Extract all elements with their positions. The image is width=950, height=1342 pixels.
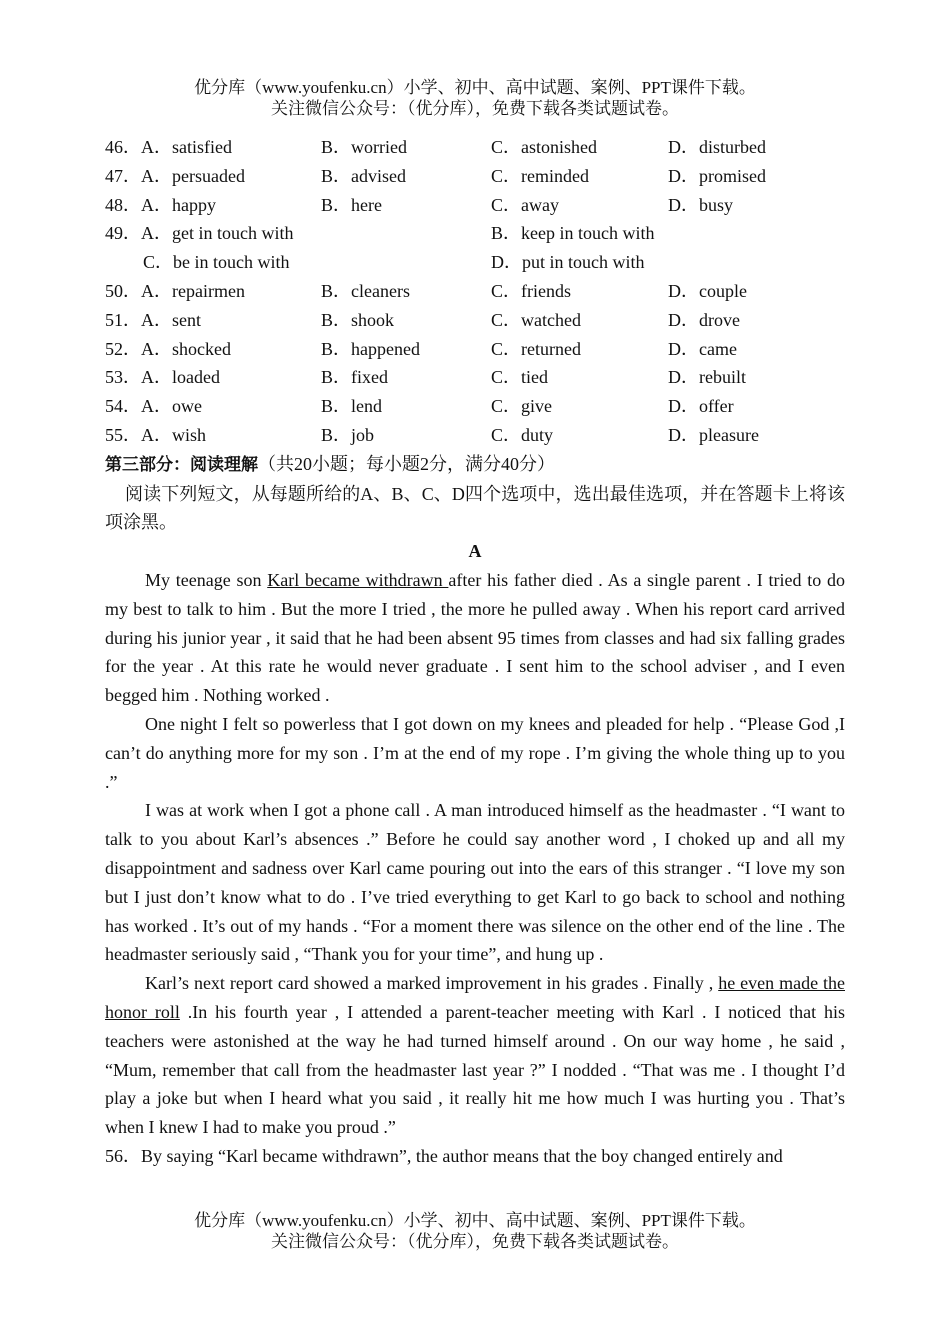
option-b: B．happened xyxy=(321,338,420,359)
option-d: D．busy xyxy=(668,194,734,215)
question-row-54 xyxy=(105,392,845,421)
question-row-49-continued xyxy=(105,248,845,277)
option-b: B．fixed xyxy=(321,367,388,388)
option-b: B．here xyxy=(321,194,382,215)
option-b: B．advised xyxy=(321,165,406,186)
option-c: C．friends xyxy=(491,280,571,301)
document-body xyxy=(105,133,845,1171)
option-b: B．worried xyxy=(321,137,407,157)
question-row-52 xyxy=(105,335,845,364)
passage-paragraph-2: One night I felt so powerless that I got down on my knees and pleaded for help . “Please God ,I can’t do anything more for my son . I’m at the end of my rope . I’m giving the whole thing up to you .” xyxy=(105,713,845,792)
option-b: B．shook xyxy=(321,309,395,330)
option-b: B．lend xyxy=(321,396,382,417)
option-c: C．watched xyxy=(491,309,581,330)
passage-paragraph-1: My teenage son Karl became withdrawn after his father died . As a single parent . I tried to do my best to talk to him . But the more I tried , the more he pulled away . When his report card arrived during his junior year , it said that he had been absent 95 times from classes and had six falling grades for the year . At this rate he would never graduate . I sent him to the school adviser , and I even begged him . Nothing worked . xyxy=(105,569,845,706)
option-d: D．disturbed xyxy=(668,137,766,157)
header-line-1: 优分库（www.youfenku.cn）小学、初中、高中试题、案例、PPT课件下载。 xyxy=(194,78,756,97)
question-row-46 xyxy=(105,133,845,162)
option-d: D．promised xyxy=(668,165,766,186)
passage-paragraph-3: I was at work when I got a phone call . A man introduced himself as the headmaster . “I want to talk to you about Karl’s absences .” Before he could say another word , I choked up and all my disappointment and sadness over Karl came pouring out into the ears of this stranger . “I love my son but I just don’t know what to do . I’ve tried everything to get Karl to go back to school and nothing has worked . It’s out of my hands . “For a moment there was silence on the other end of the line . The headmaster seriously said , “Thank you for your time”, and hung up . xyxy=(105,800,845,965)
question-row-47 xyxy=(105,162,845,191)
option-c: C．give xyxy=(491,396,552,417)
option-b: B．cleaners xyxy=(321,280,410,301)
option-b: B．job xyxy=(321,424,375,445)
question-row-49 xyxy=(105,219,845,248)
option-c: C．duty xyxy=(491,424,554,445)
option-a: 55．A．wish xyxy=(105,424,207,445)
option-c: C．astonished xyxy=(491,137,597,157)
option-c: C．returned xyxy=(491,338,581,359)
option-d: D．offer xyxy=(668,396,734,417)
question-row-53 xyxy=(105,363,845,392)
header-line-2: 关注微信公众号：（优分库），免费下载各类试题试卷。 xyxy=(271,99,679,118)
option-c: C．reminded xyxy=(491,165,589,186)
page-footer xyxy=(0,1210,950,1252)
option-a: 51．A．sent xyxy=(105,309,201,330)
footer-line-2: 关注微信公众号：（优分库），免费下载各类试题试卷。 xyxy=(271,1232,679,1251)
option-a: 52．A．shocked xyxy=(105,338,231,359)
option-d: D．came xyxy=(668,338,737,359)
option-a: 46．A．satisfied xyxy=(105,137,232,157)
question-row-48 xyxy=(105,191,845,220)
underlined-phrase: he even made the honor roll xyxy=(105,973,845,1022)
option-a: 50．A．repairmen xyxy=(105,280,245,301)
page-header xyxy=(0,77,950,119)
option-c: C．tied xyxy=(491,367,548,388)
option-c: C．away xyxy=(491,194,559,215)
section-heading xyxy=(105,450,845,480)
section-note: （共20小题；每小题2分，满分40分） xyxy=(258,453,555,474)
footer-line-1: 优分库（www.youfenku.cn）小学、初中、高中试题、案例、PPT课件下载。 xyxy=(194,1211,756,1230)
question-row-50 xyxy=(105,277,845,306)
option-d: D．pleasure xyxy=(668,424,759,445)
question-56: 56．By saying “Karl became withdrawn”, the author means that the boy changed entirely and xyxy=(105,1145,783,1166)
option-c: C．be in touch with xyxy=(143,252,290,273)
option-a: 53．A．loaded xyxy=(105,367,220,388)
passage-title: A xyxy=(468,541,482,562)
option-d: D．put in touch with xyxy=(491,252,645,273)
question-row-51 xyxy=(105,306,845,335)
option-d: D．rebuilt xyxy=(668,367,746,388)
section-title: 第三部分：阅读理解 xyxy=(105,454,258,475)
option-b: B．keep in touch with xyxy=(491,223,655,244)
cloze-options xyxy=(105,133,845,450)
option-a: 48．A．happy xyxy=(105,194,216,215)
passage-paragraph-4: Karl’s next report card showed a marked improvement in his grades . Finally , he even made the honor roll .In his fourth year , I attended a parent-teacher meeting with Karl . I noticed that his teachers were astonished at the way he had turned himself around . On our way home , he said , “Mum, remember that call from the headmaster last year ?” I nodded . “That was me . I thought I’d play a joke but when I heard what you said , it really hit me how much I was hurting you . That’s when I knew I had to make you proud .” xyxy=(105,973,845,1138)
question-row-55 xyxy=(105,421,845,450)
option-a: 54．A．owe xyxy=(105,396,202,417)
option-a: 47．A．persuaded xyxy=(105,165,245,186)
option-a: 49．A．get in touch with xyxy=(105,223,294,244)
underlined-phrase: Karl became withdrawn xyxy=(267,569,449,590)
option-d: D．drove xyxy=(668,309,740,330)
section-instruction: 阅读下列短文，从每题所给的A、B、C、D四个选项中，选出最佳选项，并在答题卡上将该项涂黑。 xyxy=(105,483,845,533)
option-d: D．couple xyxy=(668,280,747,301)
